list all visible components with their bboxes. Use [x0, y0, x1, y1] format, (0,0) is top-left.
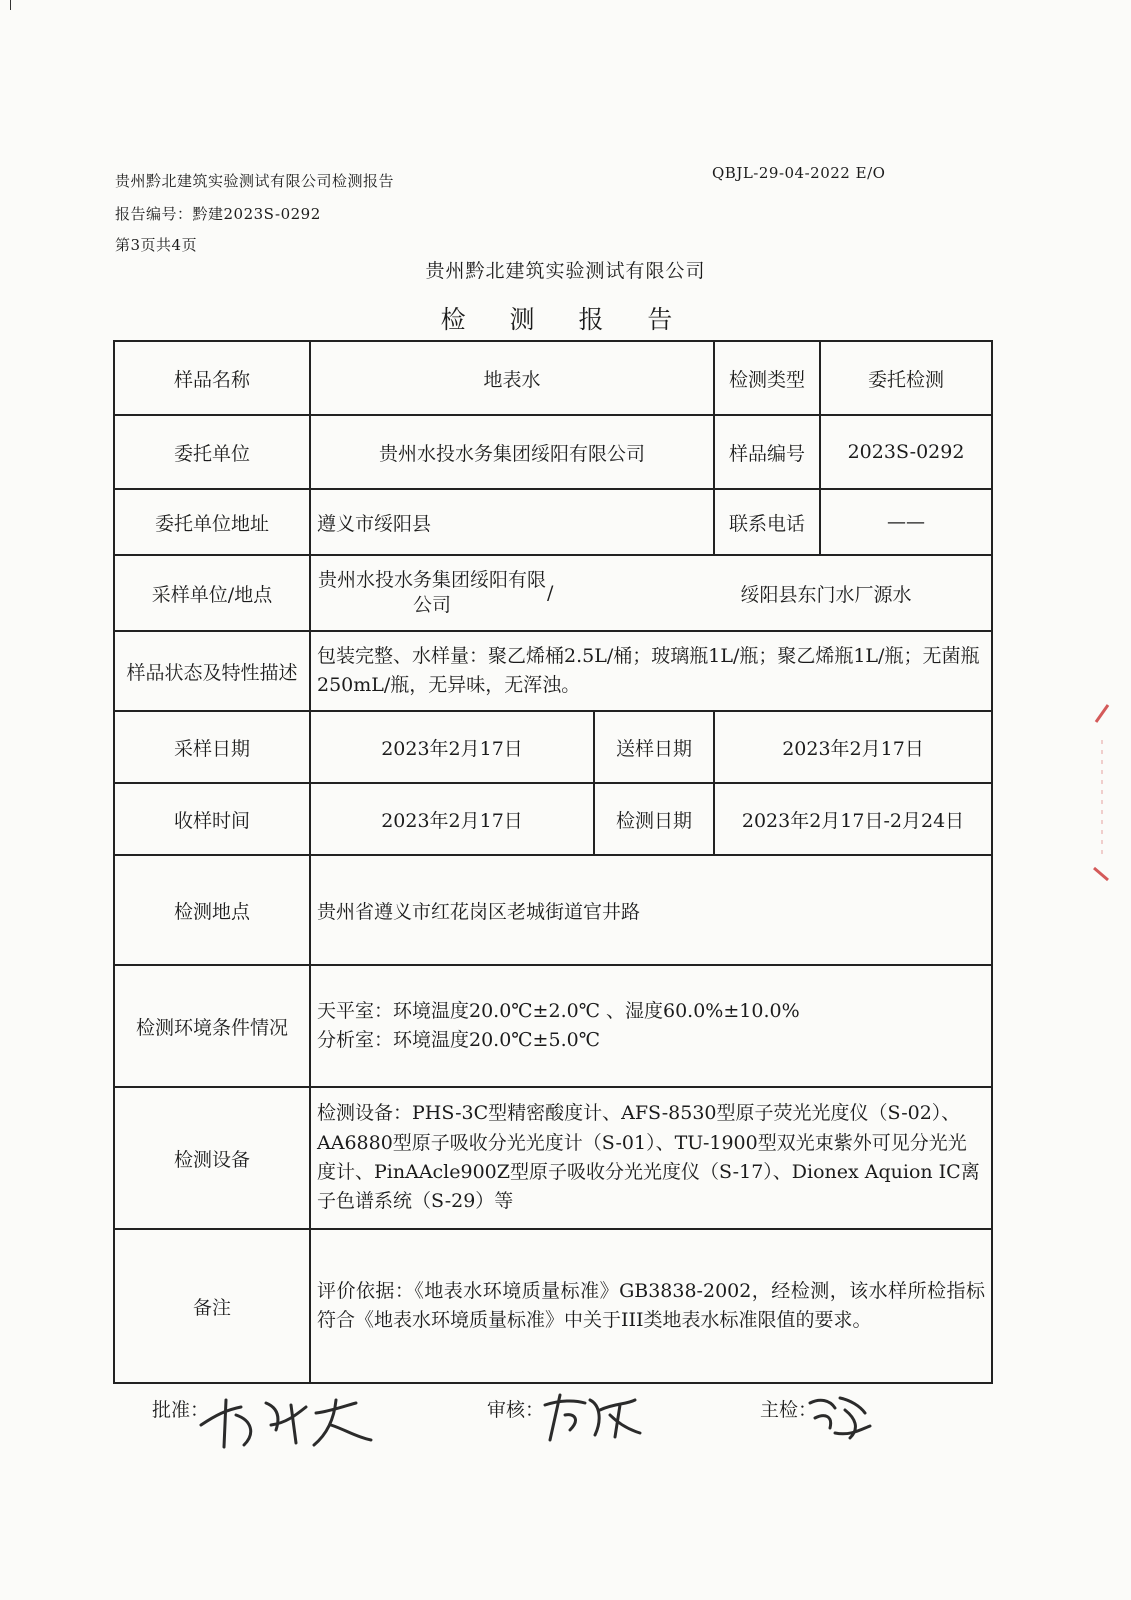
sampling-unit-cell — [310, 555, 992, 631]
environment-value — [310, 965, 992, 1087]
report-table — [113, 340, 993, 1384]
review-label: 审核： — [487, 1399, 545, 1421]
row-client — [114, 415, 992, 489]
client-address-value: 遵义市绥阳县 — [310, 489, 714, 555]
sample-no-label: 样品编号 — [714, 415, 820, 489]
sampling-unit-label: 采样单位/地点 — [114, 555, 310, 631]
remarks-value: 评价依据：《地表水环境质量标准》GB3838-2002，经检测，该水样所检指标符合《地表水环境质量标准》中关于III类地表水标准限值的要求。 — [310, 1229, 992, 1383]
sampling-date-label: 采样日期 — [114, 711, 310, 783]
row-equipment — [114, 1087, 992, 1229]
location-value: 贵州省遵义市红花岗区老城街道官井路 — [310, 855, 992, 965]
company-report-header: 贵州黔北建筑实验测试有限公司检测报告 — [115, 172, 395, 190]
environment-line-1: 天平室：环境温度20.0℃±2.0℃ 、湿度60.0%±10.0% — [317, 999, 800, 1022]
company-name: 贵州黔北建筑实验测试有限公司 — [425, 260, 706, 282]
row-sampling-date — [114, 711, 992, 783]
equipment-label: 检测设备 — [114, 1087, 310, 1229]
approve-signature — [196, 1385, 376, 1455]
delivery-date-label: 送样日期 — [594, 711, 714, 783]
receive-date-label: 收样时间 — [114, 783, 310, 855]
sample-state-value: 包装完整、水样量：聚乙烯桶2.5L/桶；玻璃瓶1L/瓶；聚乙烯瓶1L/瓶；无菌瓶250mL/瓶，无异味，无浑浊。 — [310, 631, 992, 711]
row-sampling-unit — [114, 555, 992, 631]
row-sample-name — [114, 341, 992, 415]
remarks-label: 备注 — [114, 1229, 310, 1383]
stamp-edge-mark — [1088, 700, 1110, 890]
test-type-value: 委托检测 — [820, 341, 992, 415]
environment-line-2: 分析室：环境温度20.0℃±5.0℃ — [317, 1029, 600, 1051]
row-client-address — [114, 489, 992, 555]
row-remarks — [114, 1229, 992, 1383]
inspect-label: 主检： — [760, 1399, 818, 1421]
phone-label: 联系电话 — [714, 489, 820, 555]
test-type-label: 检测类型 — [714, 341, 820, 415]
sampling-date-value: 2023年2月17日 — [310, 711, 594, 783]
delivery-date-value: 2023年2月17日 — [714, 711, 992, 783]
test-date-value: 2023年2月17日-2月24日 — [714, 783, 992, 855]
phone-value: —— — [820, 489, 992, 555]
row-location — [114, 855, 992, 965]
sampling-separator: / — [547, 582, 554, 604]
row-environment — [114, 965, 992, 1087]
page-info: 第3页共4页 — [115, 236, 198, 254]
location-label: 检测地点 — [114, 855, 310, 965]
environment-label: 检测环境条件情况 — [114, 965, 310, 1087]
equipment-value: 检测设备：PHS-3C型精密酸度计、AFS-8530型原子荧光光度仪（S-02）、AA6880型原子吸收分光光度计（S-01）、TU-1900型双光束紫外可见分光光度计、PinAAcle900Z型原子吸收分光光度仪（S-17）、Dionex Aquion IC离子色谱系统（S-29）等 — [310, 1087, 992, 1229]
row-sample-state — [114, 631, 992, 711]
edge-mark — [10, 0, 11, 10]
sample-no-value: 2023S-0292 — [820, 415, 992, 489]
sampling-unit-value: 贵州水投水务集团绥阳有限公司 — [317, 569, 546, 616]
approve-label: 批准： — [152, 1399, 210, 1421]
sample-name-label: 样品名称 — [114, 341, 310, 415]
test-date-label: 检测日期 — [594, 783, 714, 855]
review-signature — [540, 1385, 650, 1445]
client-address-label: 委托单位地址 — [114, 489, 310, 555]
inspect-signature — [805, 1388, 875, 1443]
receive-date-value: 2023年2月17日 — [310, 783, 594, 855]
report-number: 报告编号：黔建2023S-0292 — [115, 205, 321, 223]
sampling-location-value: 绥阳县东门水厂源水 — [740, 583, 912, 606]
row-receive-date — [114, 783, 992, 855]
sample-state-label: 样品状态及特性描述 — [114, 631, 310, 711]
client-value: 贵州水投水务集团绥阳有限公司 — [310, 415, 714, 489]
sample-name-value: 地表水 — [310, 341, 714, 415]
client-label: 委托单位 — [114, 415, 310, 489]
doc-code: QBJL-29-04-2022 E/O — [712, 164, 886, 182]
report-title: 检 测 报 告 — [440, 305, 691, 334]
